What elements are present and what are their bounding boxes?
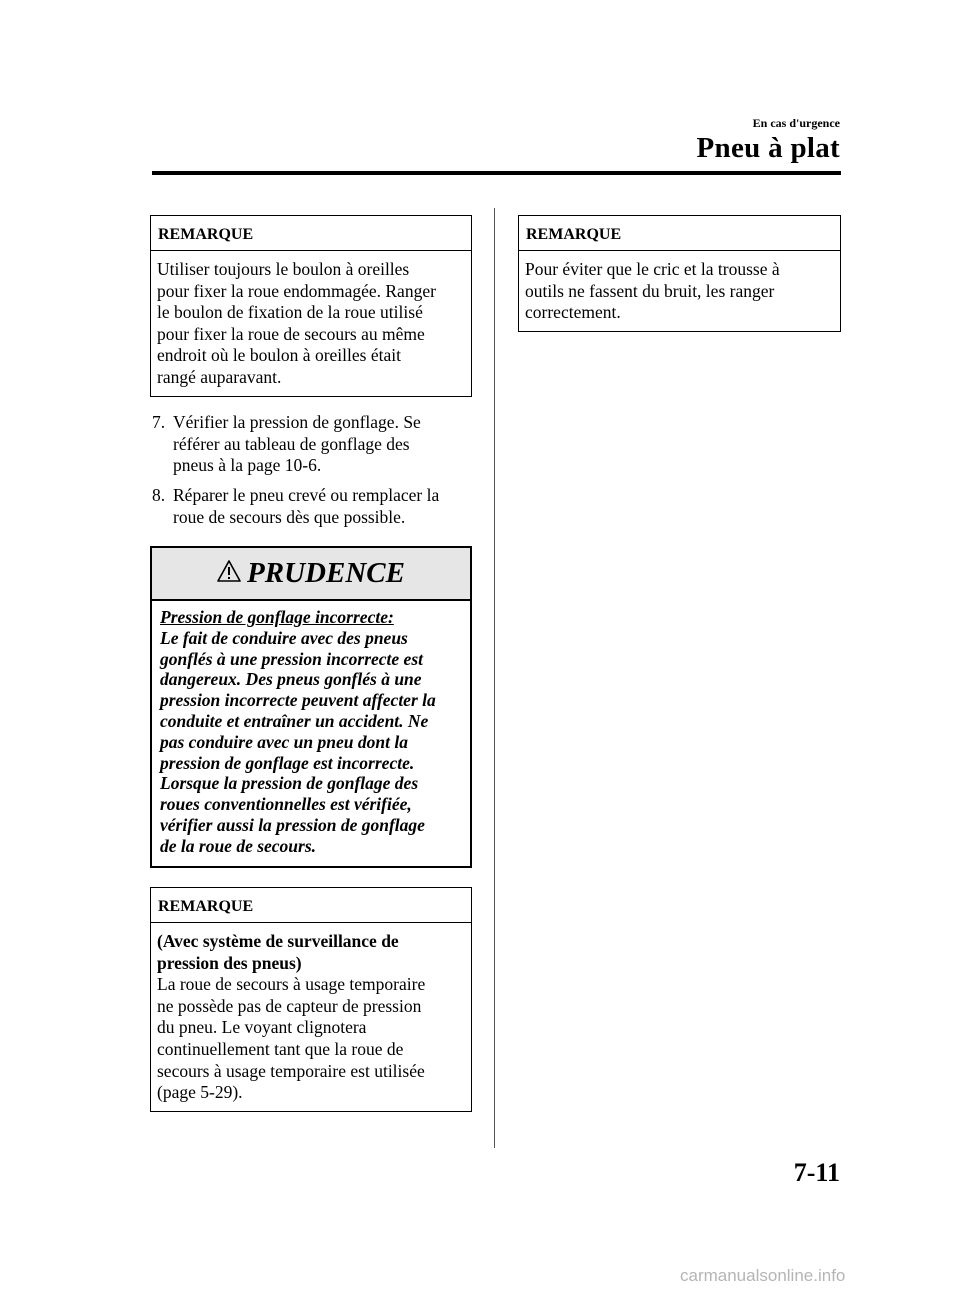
caution-line: dangereux. Des pneus gonflés à une <box>160 669 422 690</box>
step-line: roue de secours dès que possible. <box>173 506 406 527</box>
note-line: La roue de secours à usage temporaire <box>157 974 426 995</box>
note-line: (page 5-29). <box>157 1082 243 1103</box>
note-body <box>151 923 471 1111</box>
warning-triangle-icon <box>217 560 241 587</box>
page-title: Pneu à plat <box>696 132 840 164</box>
step-line: pneus à la page 10-6. <box>173 455 322 476</box>
note-box-3 <box>518 215 841 332</box>
note-box-2 <box>150 887 472 1112</box>
note-line: pour fixer la roue de secours au même <box>157 323 425 344</box>
note-line: le boulon de fixation de la roue utilisé <box>157 302 423 323</box>
caution-box <box>150 546 472 868</box>
header-rule <box>152 171 841 175</box>
caution-subtitle: Pression de gonflage incorrecte: <box>160 607 394 627</box>
caution-line: Le fait de conduire avec des pneus <box>160 627 408 648</box>
note-box-1 <box>150 215 472 397</box>
caution-body <box>152 601 470 863</box>
caution-title: PRUDENCE <box>247 557 405 589</box>
step-line: Réparer le pneu crevé ou remplacer la <box>173 485 440 505</box>
note-heading: REMARQUE <box>151 216 471 251</box>
note-line: secours à usage temporaire est utilisée <box>157 1060 425 1081</box>
section-label: En cas d'urgence <box>752 116 840 130</box>
note-line: Pour éviter que le cric et la trousse à <box>525 259 780 279</box>
note-heading: REMARQUE <box>519 216 840 251</box>
note-line: continuellement tant que la roue de <box>157 1038 404 1059</box>
caution-line: gonflés à une pression incorrecte est <box>160 648 423 669</box>
step-line: Vérifier la pression de gonflage. Se <box>173 412 421 432</box>
column-divider <box>494 208 495 1148</box>
watermark: carmanualsonline.info <box>680 1266 846 1285</box>
caution-line: pas conduire avec un pneu dont la <box>160 731 408 752</box>
caution-line: Lorsque la pression de gonflage des <box>160 773 419 794</box>
note-subtitle: (Avec système de surveillance de <box>157 931 399 951</box>
note-line: du pneu. Le voyant clignotera <box>157 1017 367 1038</box>
caution-line: pression de gonflage est incorrecte. <box>160 752 415 773</box>
step-number: 8. <box>152 485 166 505</box>
note-line: ne possède pas de capteur de pression <box>157 995 422 1016</box>
note-line: correctement. <box>525 302 621 323</box>
caution-line: vérifier aussi la pression de gonflage <box>160 814 425 835</box>
note-line: endroit où le boulon à oreilles était <box>157 345 401 366</box>
note-body <box>151 251 471 396</box>
note-heading: REMARQUE <box>151 888 471 923</box>
caution-line: de la roue de secours. <box>160 835 317 856</box>
note-line: pour fixer la roue endommagée. Ranger <box>157 280 436 301</box>
caution-header <box>152 548 470 601</box>
step-line: référer au tableau de gonflage des <box>173 433 410 454</box>
step-number: 7. <box>152 412 166 432</box>
note-subtitle: pression des pneus) <box>157 952 302 973</box>
page-number: 7-11 <box>793 1158 840 1187</box>
step-item <box>152 412 472 477</box>
note-line: rangé auparavant. <box>157 366 282 387</box>
caution-line: pression incorrecte peuvent affecter la <box>160 690 436 711</box>
note-body <box>519 251 840 331</box>
caution-line: roues conventionnelles est vérifiée, <box>160 794 412 815</box>
step-item <box>152 485 472 528</box>
note-line: Utiliser toujours le boulon à oreilles <box>157 259 410 279</box>
caution-line: conduite et entraîner un accident. Ne <box>160 710 429 731</box>
note-line: outils ne fassent du bruit, les ranger <box>525 280 775 301</box>
